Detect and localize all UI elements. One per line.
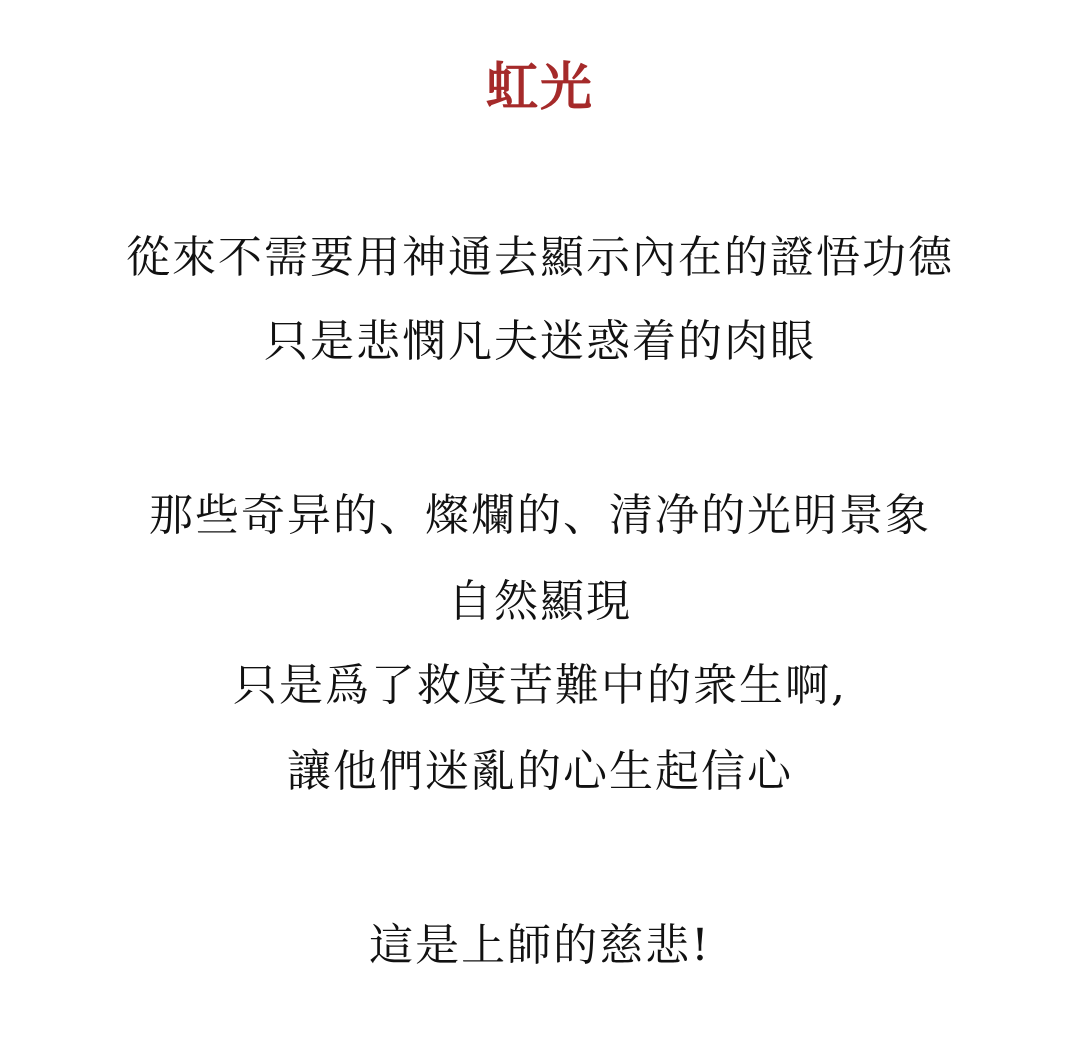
poem-line: 讓他們迷亂的心生起信心: [287, 746, 793, 797]
poem-line: 那些奇异的、燦爛的、清净的光明景象: [149, 490, 931, 541]
poem-line: 這是上師的慈悲!: [369, 920, 711, 971]
poem-line: 只是爲了救度苦難中的衆生啊,: [233, 660, 847, 711]
poem-title: 虹光: [485, 58, 594, 118]
poem-line: 從來不需要用神通去顯示內在的證悟功德: [126, 232, 954, 283]
poem-line: 只是悲憫凡夫迷惑着的肉眼: [264, 316, 816, 367]
poem-line: 自然顯現: [448, 576, 632, 627]
